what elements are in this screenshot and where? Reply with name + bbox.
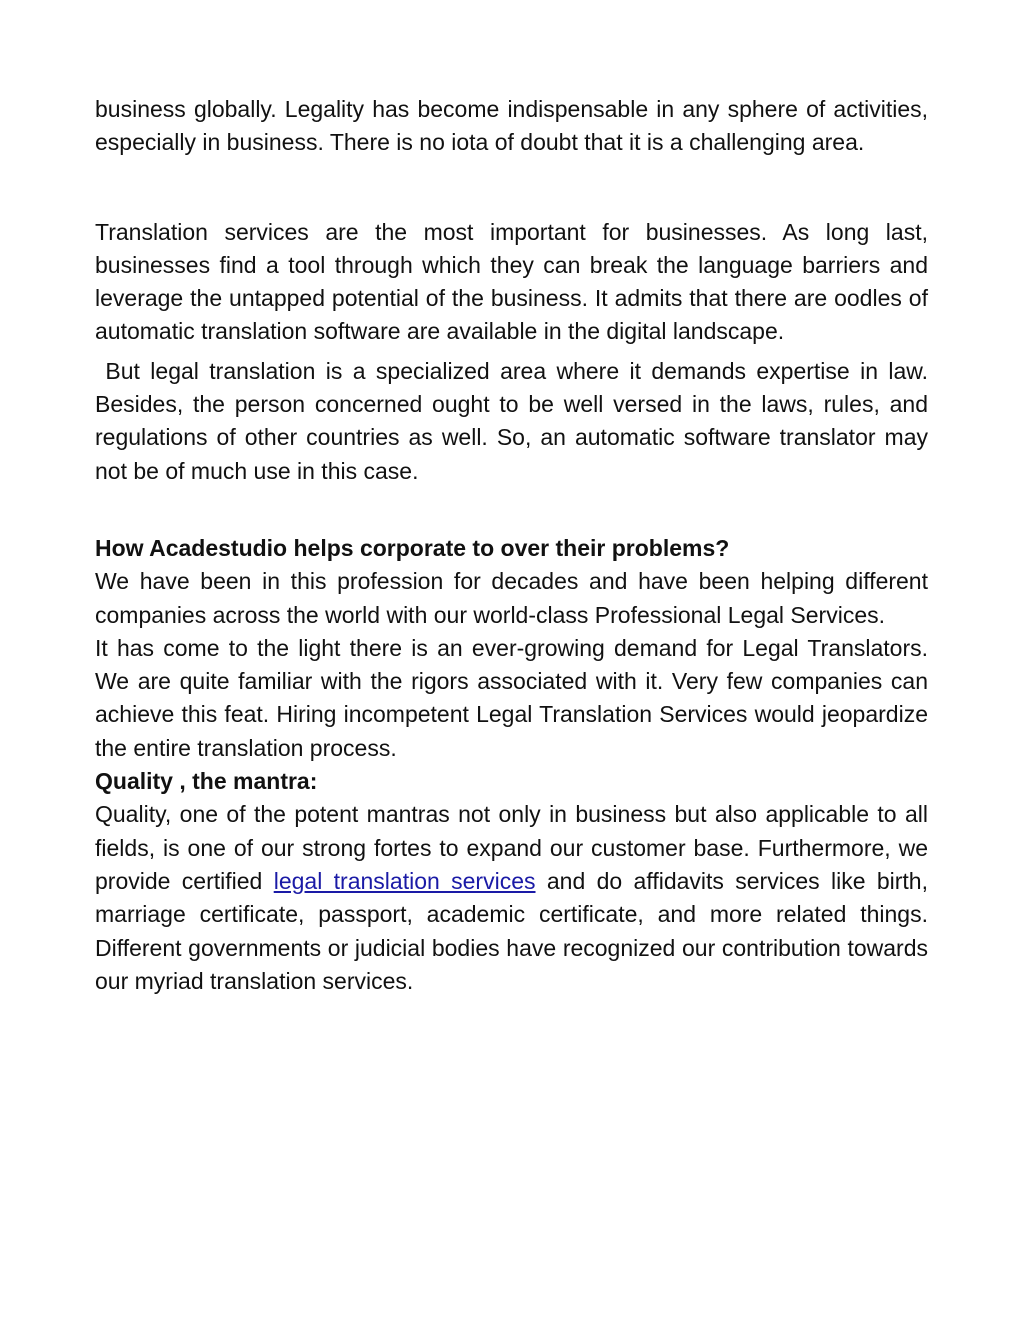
paragraph-quality-text-after: and do affidavits services like birth, marriage certificate, passport, academic certificate, and more related things. Different governments or judicial bodies have recognized our contribution towards our myriad translation services. xyxy=(95,867,928,994)
document-page xyxy=(95,93,928,998)
paragraph-translation-services: Translation services are the most important for businesses. As long last, businesses find a tool through which they can break the language barriers and leverage the untapped potential of the business. It admits that there are oodles of automatic translation software are available in the digital landscape. xyxy=(95,218,928,345)
section-heading-acadestudio: How Acadestudio helps corporate to over their problems? xyxy=(95,534,730,561)
paragraph-quality xyxy=(95,798,928,998)
legal-translation-services-link[interactable]: legal translation services xyxy=(273,867,536,894)
paragraph-quality-text-before: Quality, one of the potent mantras not only in business but also applicable to all fields, is one of our strong fortes to expand our customer base. Furthermore, we provide certified xyxy=(95,801,928,894)
paragraph-profession: We have been in this profession for decades and have been helping different companies across the world with our world-class Professional Legal Services. xyxy=(95,568,928,628)
paragraph-legality: business globally. Legality has become indispensable in any sphere of activities, especially in business. There is no iota of doubt that it is a challenging area. xyxy=(95,96,928,156)
paragraph-demand: It has come to the light there is an ever-growing demand for Legal Translators. We are quite familiar with the rigors associated with it. Very few companies can achieve this feat. Hiring incompetent Legal Translation Services would jeopardize the entire translation process. xyxy=(95,634,928,761)
section-heading-quality: Quality , the mantra: xyxy=(95,768,318,795)
paragraph-legal-translation xyxy=(95,355,928,488)
paragraph-legal-translation-text: But legal translation is a specialized area where it demands expertise in law. Besides, the person concerned ought to be well versed in the laws, rules, and regulations of other countries as well. So, an automatic software translator may not be of much use in this case. xyxy=(95,357,929,484)
